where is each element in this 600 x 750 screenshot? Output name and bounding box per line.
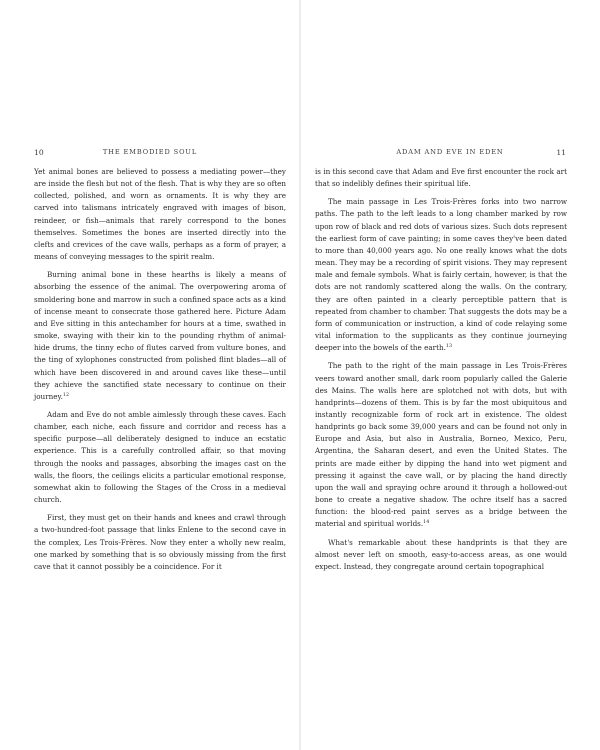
- body-text-left: [34, 166, 286, 573]
- footnote-marker: 12: [62, 392, 70, 398]
- paragraph: Burning animal bone in these hearths is likely a means of absorbing the essence of the animal. The overpowering aroma of smoldering bone and marrow in such a confined space acts as a kind of incense meant to consecrate those gathered here. Picture Adam and Eve sitting in this antechamber for hours at a time, swathed in smoke, swaying with their kin to the pounding rhythm of animal-hide drums, the tinny echo of flutes carved from vulture bones, and the ting of xylophones constructed from polished flint blades—all of which have been discovered in and around caves like these—until they achieve the sanctified state necessary to continue on their journey.$^{12}$: [34, 270, 286, 401]
- paragraph: First, they must get on their hands and knees and crawl through a two-hundred-foot passage that links Enlene to the second cave in the complex, Les Trois-Frères. Now they enter a wholly new realm, one marked by something that is so obviously missing from the first cave that it cannot possibly be a coincidence. For it: [34, 513, 286, 571]
- paragraph: The path to the right of the main passage in Les Trois-Frères veers toward another small, dark room popularly called the Galerie des Mains. The walls here are splotched not with dots, but with handprints—dozens of them. This is by far the most ubiquitous and instantly recognizable form of rock art in existence. The oldest handprints go back some 39,000 years and can be found not only in Europe and Asia, but also in Australia, Borneo, Mexico, Peru, Argentina, the Saharan desert, and even the United States. The prints are made either by dipping the hand into wet pigment and pressing it against the cave wall, or by placing the hand directly upon the wall and spraying ochre around it through a hollowed-out bone to create a negative shadow. The ochre itself has a sacred function: the blood-red paint serves as a bridge between the material and spiritual worlds.$^{14}$: [315, 361, 567, 529]
- running-head-left: THE EMBODIED SOUL: [102, 148, 198, 156]
- page-number-right: 11: [556, 148, 566, 157]
- footnote-marker: 14: [423, 520, 430, 526]
- paragraph: Yet animal bones are believed to possess a mediating power—they are inside the flesh but not of the flesh. That is why they are so often collected, polished, and worn as ornaments. It is why they are carved into talismans intricately engraved with images of bison, reindeer, or fish—animals that rarely correspond to the bones themselves. Sometimes the bones are inserted directly into the clefts and crevices of the cave walls, perhaps as a form of prayer, a means of conveying messages to the spirit realm.: [34, 167, 286, 262]
- right-page: [300, 0, 600, 750]
- page-number-left: 10: [34, 148, 44, 157]
- body-text-right: [315, 166, 567, 573]
- paragraph: Adam and Eve do not amble aimlessly through these caves. Each chamber, each niche, each fissure and corridor and recess has a specific purpose—all deliberately designed to induce an ecstatic experience. This is a carefully controlled affair, so that moving through the nooks and passages, absorbing the images cast on the walls, the floors, the ceilings elicits a particular emotional response, somewhat akin to following the Stages of the Cross in a medieval church.: [34, 409, 286, 505]
- footnote-marker: 13: [445, 344, 452, 350]
- paragraph: is in this second cave that Adam and Eve first encounter the rock art that so indelibly defines their spiritual life.: [315, 167, 567, 189]
- paragraph: What's remarkable about these handprints is that they are almost never left on smooth, easy-to-access areas, as one would expect. Instead, they congregate around certain topographical: [315, 537, 567, 571]
- paragraph: The main passage in Les Trois-Frères forks into two narrow paths. The path to the left leads to a long chamber marked by row upon row of black and red dots of various sizes. Such dots represent the earliest form of cave painting; in some caves they've been dated to more than 40,000 years ago. No one really knows what the dots mean. They may be a recording of spirit visions. They may represent male and female symbols. What is fairly certain, however, is that the dots are not randomly scattered along the walls. On the contrary, they are often painted in a clearly perceptible pattern that is repeated from chamber to chamber. That suggests the dots may be a form of communication or instruction, a kind of code relaying some vital information to the supplicants as they continue journeying deeper into the bowels of the earth.$^{13}$: [315, 197, 567, 353]
- running-head-right: ADAM AND EVE IN EDEN: [396, 148, 504, 156]
